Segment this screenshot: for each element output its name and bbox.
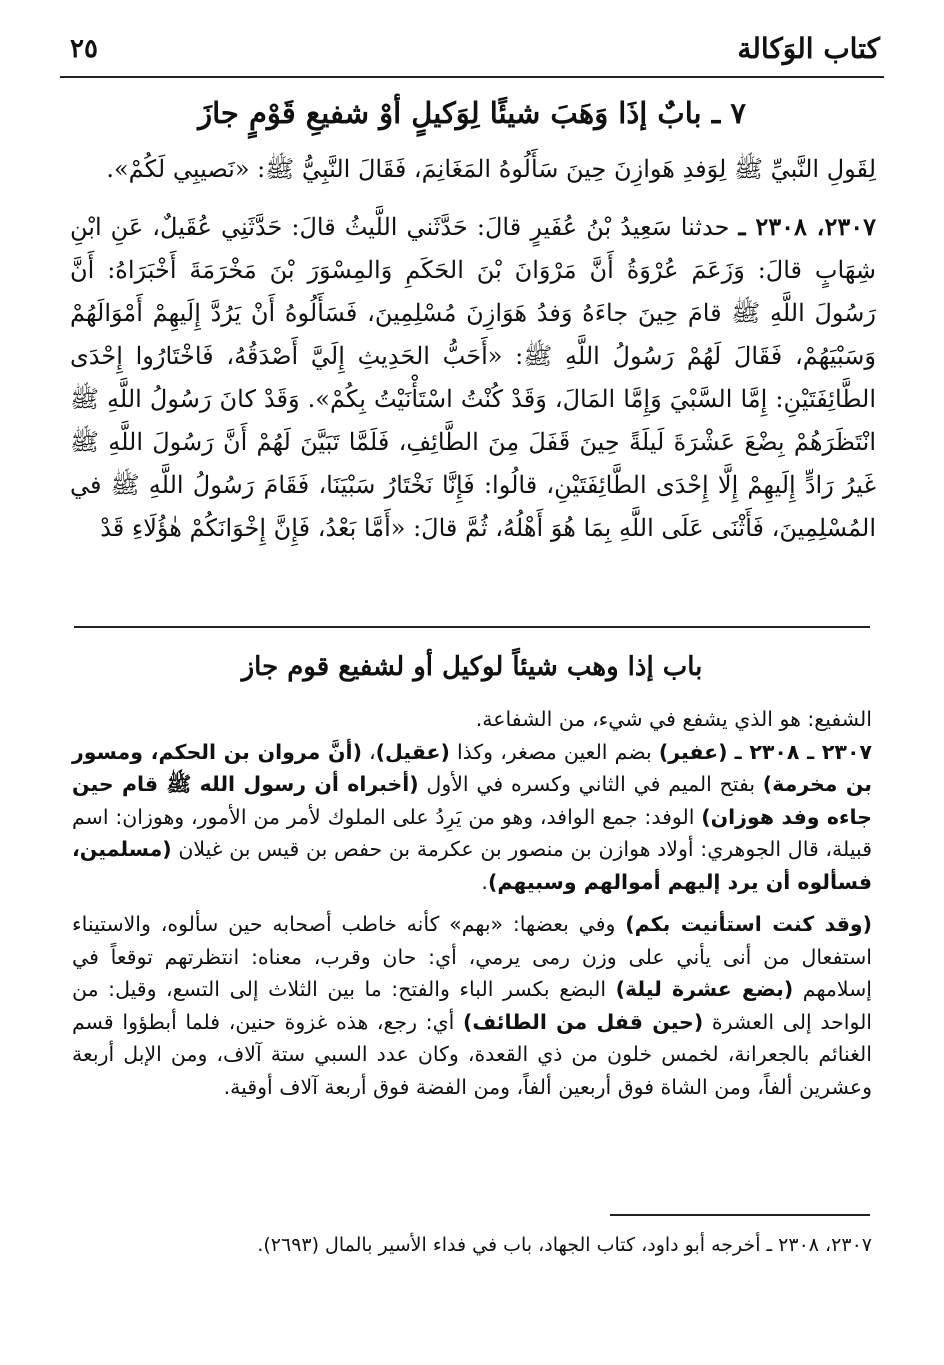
commentary-gloss: وفي بعضها: «بهم» كأنه خاطب أصحابه حين سألوه، والاستيناء استفعال من أنى يأني على وزن رمى يرمي، أي: حان وقرب، معناه: انتظرتهم توقعاً في إسلامهم — [72, 912, 872, 1001]
commentary-term: (وقد كنت استأنيت بكم) — [625, 912, 872, 936]
footnote-rule — [610, 1214, 870, 1216]
commentary-gloss: البضع بكسر الباء والفتح: ما بين الثلاث إلى التسع، وقيل: من الواحد إلى العشرة — [72, 977, 873, 1034]
commentary-term: (بضع عشرة ليلة) — [615, 977, 794, 1001]
commentary-hadith-number: ٢٣٠٧ ـ ٢٣٠٨ ـ — [734, 739, 872, 764]
hadith-narration: حدثنا سَعِيدُ بْنُ عُفَيرٍ قالَ: حَدَّثَني اللَّيثُ قالَ: حَدَّثَنِي عُقَيلٌ، عَنِ ابْنِ شِهَابٍ قالَ: وَزَعَمَ عُرْوَةُ أَنَّ مَرْوَانَ بْنَ الحَكَمِ وَالمِسْوَرَ بْنَ مَخْرَمَةَ أَخْبَرَاهُ: أَنَّ رَسُولَ اللَّهِ ﷺ قامَ حِينَ جاءَهُ وَفدُ هَوَازِنَ مُسْلِمِينَ، فَسَأَلُوهُ أَنْ يَرُدَّ إِلَيهِمْ أَمْوَالَهُمْ وَسَبْيَهُمْ، فَقَالَ لَهُمْ رَسُولُ اللَّهِ ﷺ: «أَحَبُّ الحَدِيثِ إِلَيَّ أَصْدَقُهُ، فَاخْتَارُوا إِحْدَى الطَّائِفَتَيْنِ: إِمَّا السَّبْيَ وَإِمَّا المَالَ، وَقَدْ كُنْتُ اسْتَأْنَيْتُ بِكُمْ». وَقَدْ كانَ رَسُولُ اللَّهِ ﷺ انْتَظَرَهُمْ بِضْعَ عَشْرَةَ لَيلَةً حِينَ قَفَلَ مِنَ الطَّائِفِ، فَلَمَّا تَبَيَّنَ لَهُمْ أَنَّ رَسُولَ اللَّهِ ﷺ غَيرُ رَادٍّ إِلَيهِمْ إِلَّا إِحْدَى الطَّائِفَتَيْنِ، قالُوا: فَإِنَّا نَخْتَارُ سَبْيَنَا، فَقَامَ رَسُولُ اللَّهِ ﷺ في المُسْلِمِينَ، فَأَثْنَى عَلَى اللَّهِ بِمَا هُوَ أَهْلُهُ، ثُمَّ قالَ: «أَمَّا بَعْدُ، فَإِنَّ إِخْوَانَكُمْ هٰؤُلَاءِ قَدْ — [70, 213, 877, 542]
hadith-body — [70, 205, 876, 550]
commentary-gloss: الوفد: جمع الوافد، وهو من يَرِدُ على الملوك لأمر من الأمور، وهوزان: اسم قبيلة، قال الجوهري: أولاد هوازن بن منصور بن عكرمة بن حفص بن قيس بن غيلان — [72, 804, 872, 861]
commentary-para-3 — [72, 908, 872, 1103]
hadith-intro: لِقَولِ النَّبيِّ ﷺ لِوَفدِ هَوازِنَ حِينَ سَأَلُوهُ المَغَانِمَ، فَقَالَ النَّبِيُّ ﷺ: «نَصيبِي لَكُمْ». — [106, 155, 876, 183]
commentary-term: (عقيل) — [375, 739, 450, 764]
commentary-text — [72, 703, 872, 1103]
hadith-number: ٢٣٠٧، ٢٣٠٨ ـ — [738, 212, 876, 241]
chapter-title: ٧ ـ بابٌ إذَا وَهَبَ شيئًا لِوَكيلٍ أوْ شفيعِ قَوْمٍ جازَ — [198, 96, 746, 130]
commentary-term: (مسلمين، فسألوه أن يرد إليهم أموالهم وسبيهم) — [72, 837, 872, 894]
commentary-gloss: بضم العين مصغر، وكذا — [449, 739, 659, 764]
commentary-gloss: . — [481, 869, 488, 894]
commentary-term: (أنَّ مروان بن الحكم، ومسور بن مخرمة) — [72, 739, 872, 796]
commentary-para-1: الشفيع: هو الذي يشفع في شيء، من الشفاعة. — [475, 707, 872, 731]
commentary-para-2 — [72, 736, 872, 899]
page-header — [60, 30, 884, 78]
commentary-term: (عفير) — [658, 739, 728, 764]
page-number: ٢٥ — [70, 34, 98, 64]
book-title: كتاب الوَكالة — [737, 32, 880, 65]
commentary-gloss: أي: رجع، هذه غزوة حنين، فلما أبطؤوا قسم الغنائم بالجعرانة، لخمس خلون من ذي القعدة، وكان عدد السبي ستة آلاف، ومن الإبل أربعة وعشرين ألفاً، ومن الشاة فوق أربعين ألفاً، ومن الفضة فوق أربعة آلاف أوقية. — [72, 1009, 872, 1099]
commentary-title: باب إذا وهب شيئاً لوكيل أو لشفيع قوم جاز — [241, 652, 703, 682]
footnote: ٢٣٠٧، ٢٣٠٨ ـ أخرجه أبو داود، كتاب الجهاد، باب في فداء الأسير بالمال (٢٦٩٣). — [257, 1234, 872, 1256]
header-rule — [60, 76, 884, 78]
commentary-term: (حين قفل من الطائف) — [462, 1009, 704, 1034]
commentary-gloss: ، — [361, 739, 376, 764]
hadith-text — [70, 148, 876, 550]
commentary-term: (أخبراه أن رسول الله ﷺ قام حين جاءه وفد هوزان) — [72, 772, 872, 829]
commentary-gloss: بفتح الميم في الثاني وكسره في الأول — [418, 772, 763, 796]
section-divider — [74, 626, 870, 628]
